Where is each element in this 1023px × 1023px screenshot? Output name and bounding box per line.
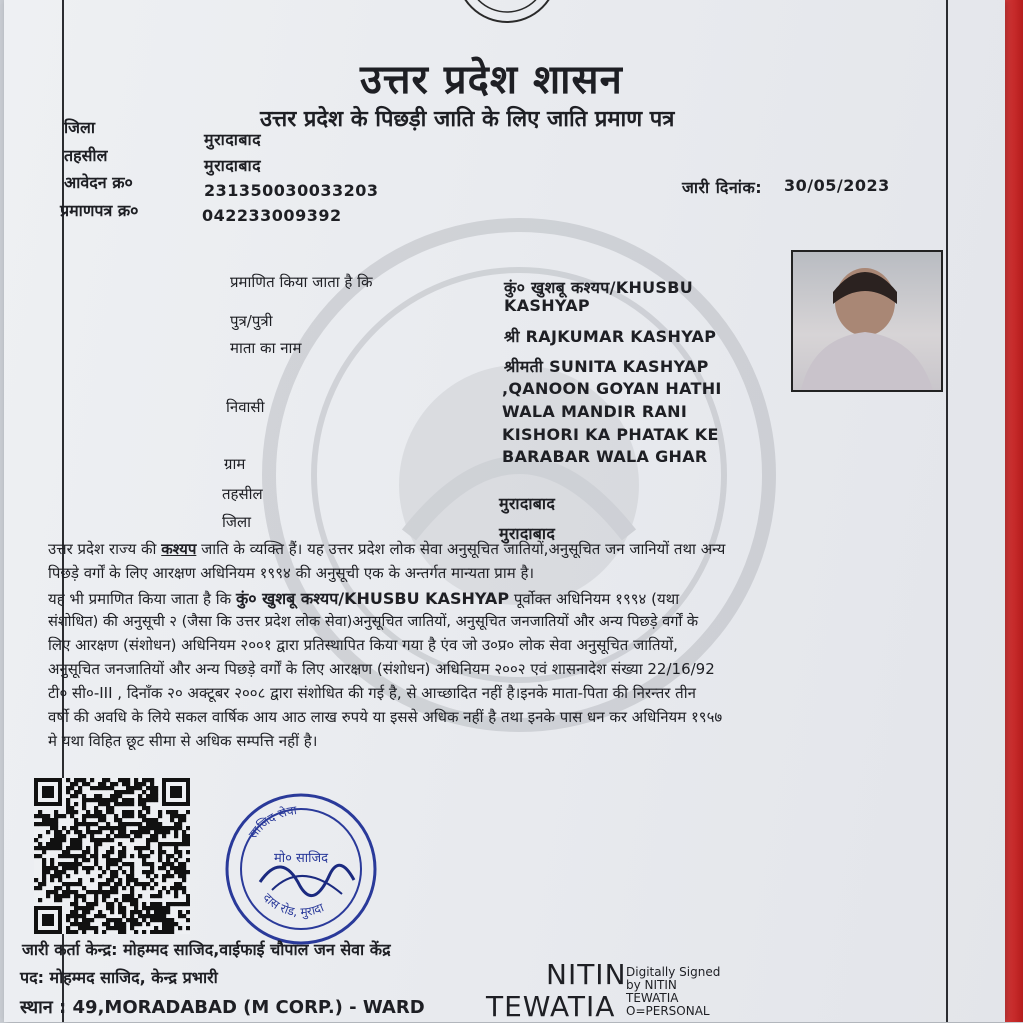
- signer-name-line2: TEWATIA: [486, 990, 616, 1023]
- digital-signature-line4: O=PERSONAL: [626, 1004, 710, 1018]
- field-tehsil-value: मुरादाबाद: [499, 494, 556, 513]
- body-line-3: [48, 587, 679, 609]
- address-line1: ,QANOON GOYAN HATHI: [502, 379, 722, 398]
- seal-bottom-text: दास रोड, मुरादा: [260, 890, 326, 920]
- address-line4: BARABAR WALA GHAR: [502, 447, 708, 466]
- tehsil-value: मुरादाबाद: [204, 156, 262, 175]
- caste-name: कश्यप: [161, 540, 197, 558]
- body-line-9: मे यथा विहित छूट सीमा से अधिक सम्पत्ति नहीं है।: [48, 732, 318, 750]
- certified-label: प्रमाणित किया जाता है कि: [230, 273, 373, 291]
- field-district-value: मुरादाबाद: [499, 524, 556, 543]
- background-red-edge: [1005, 0, 1023, 1022]
- body-line-1a: उत्तर प्रदेश राज्य की: [48, 540, 157, 558]
- district-value: मुरादाबाद: [204, 130, 262, 149]
- mother-name-label: माता का नाम: [230, 339, 302, 357]
- digital-signature-line1: Digitally Signed: [626, 965, 721, 979]
- applicant-name-line2: KASHYAP: [504, 296, 590, 315]
- applicant-name-line1: कुं० खुशबू कश्यप/KHUSBU: [504, 278, 694, 297]
- digital-signature-line3: TEWATIA: [626, 991, 679, 1005]
- mother-name-value: श्रीमती SUNITA KASHYAP: [504, 357, 709, 376]
- issuer-post: पद: मोहम्मद साजिद, केन्द्र प्रभारी: [20, 968, 218, 987]
- resident-label: निवासी: [226, 398, 265, 416]
- body-line-6: अनुसूचित जनजातियों और अन्य पिछड़े वर्गों के लिए आरक्षण (संशोधन) अधिनियम २००२ एवं शासनादेश संख्या 22/16/92: [48, 660, 715, 678]
- certificate-no-label: प्रमाणपत्र क्र०: [60, 201, 139, 220]
- page-border-right: [946, 0, 948, 1022]
- address-line2: WALA MANDIR RANI: [502, 402, 688, 421]
- seal-center-text: मो० साजिद: [273, 851, 329, 866]
- signer-name-line1: NITIN: [546, 958, 627, 991]
- qr-code-icon: [34, 778, 190, 934]
- body-line-5: लिए आरक्षण (संशोधन) अधिनियम २००१ द्वारा प्रतिस्थापित किया गया है एंव जो उ०प्र० लोक सेवा अनुसूचित जातियों,: [48, 636, 678, 654]
- application-no-value: 231350030033203: [204, 181, 379, 200]
- tehsil-label: तहसील: [64, 146, 108, 165]
- page-subtitle: उत्तर प्रदेश के पिछड़ी जाति के लिए जाति प्रमाण पत्र: [260, 107, 675, 132]
- child-of-label: पुत्र/पुत्री: [230, 312, 273, 330]
- address-line3: KISHORI KA PHATAK KE: [502, 425, 719, 444]
- person-photo-icon: [793, 252, 941, 390]
- body-line-1: [48, 539, 725, 559]
- issuer-place: स्थान : 49,MORADABAD (M CORP.) - WARD: [20, 997, 425, 1018]
- certificate-no-value: 042233009392: [202, 206, 342, 225]
- certificate-paper: [4, 0, 1005, 1022]
- village-label: ग्राम: [224, 455, 246, 473]
- body-line-4: संशोधित) की अनुसूची २ (जैसा कि उत्तर प्रदेश लोक सेवा)अनुसूचित जातियों, अनुसूचित जनजातियों और अन्य पिछड़े वर्गों के: [48, 613, 699, 630]
- body-line-8: वर्षो की अवधि के लिये सकल वार्षिक आय आठ लाख रुपये या इससे अधिक नहीं है तथा इनके पास धन कर अधिनियम १९५७: [48, 708, 723, 726]
- body-line-1c: जाति के व्यक्ति हैं। यह उत्तर प्रदेश लोक सेवा अनुसूचित जातियों,अनुसूचित जन जानियों तथा अन्य: [201, 540, 726, 558]
- district-label: जिला: [64, 118, 96, 137]
- page-title: उत्तर प्रदेश शासन: [360, 56, 623, 103]
- body-line-3c: पूर्वोक्त अधिनियम १९९४ (यथा: [513, 590, 680, 608]
- application-no-label: आवेदन क्र०: [64, 173, 133, 192]
- applicant-photo: [791, 250, 943, 392]
- official-seal-icon: [222, 790, 380, 948]
- digital-signature-line2: by NITIN: [626, 978, 677, 992]
- svg-text:साजिद सेवा: [246, 803, 299, 841]
- body-line-3a: यह भी प्रमाणित किया जाता है कि: [48, 590, 232, 608]
- father-name-value: श्री RAJKUMAR KASHYAP: [504, 327, 717, 346]
- seal-top-text: साजिद सेवा: [245, 803, 298, 842]
- issuer-center: जारी कर्ता केन्द्र: मोहम्मद साजिद,वाईफाई चौपाल जन सेवा केंद्र: [22, 940, 391, 959]
- field-district-label: जिला: [222, 513, 252, 531]
- issue-date-value: 30/05/2023: [784, 176, 890, 195]
- state-emblem-icon: [452, 0, 562, 24]
- field-tehsil-label: तहसील: [222, 485, 263, 503]
- body-line-7: टी० सी०-III , दिनाँक २० अक्टूबर २००८ द्वारा संशोधित की गई है, से आच्छादित नहीं है।इनके माता-पिता की निरन्तर तीन: [48, 684, 696, 702]
- body-line-2: पिछड़े वर्गों के लिए आरक्षण अधिनियम १९९४ की अनुसूची एक के अन्तर्गत मान्यता प्राम है।: [48, 564, 535, 582]
- body-applicant-name: कुं० खुशबू कश्यप/KHUSBU KASHYAP: [235, 589, 510, 608]
- issue-date-label: जारी दिनांक:: [682, 178, 763, 197]
